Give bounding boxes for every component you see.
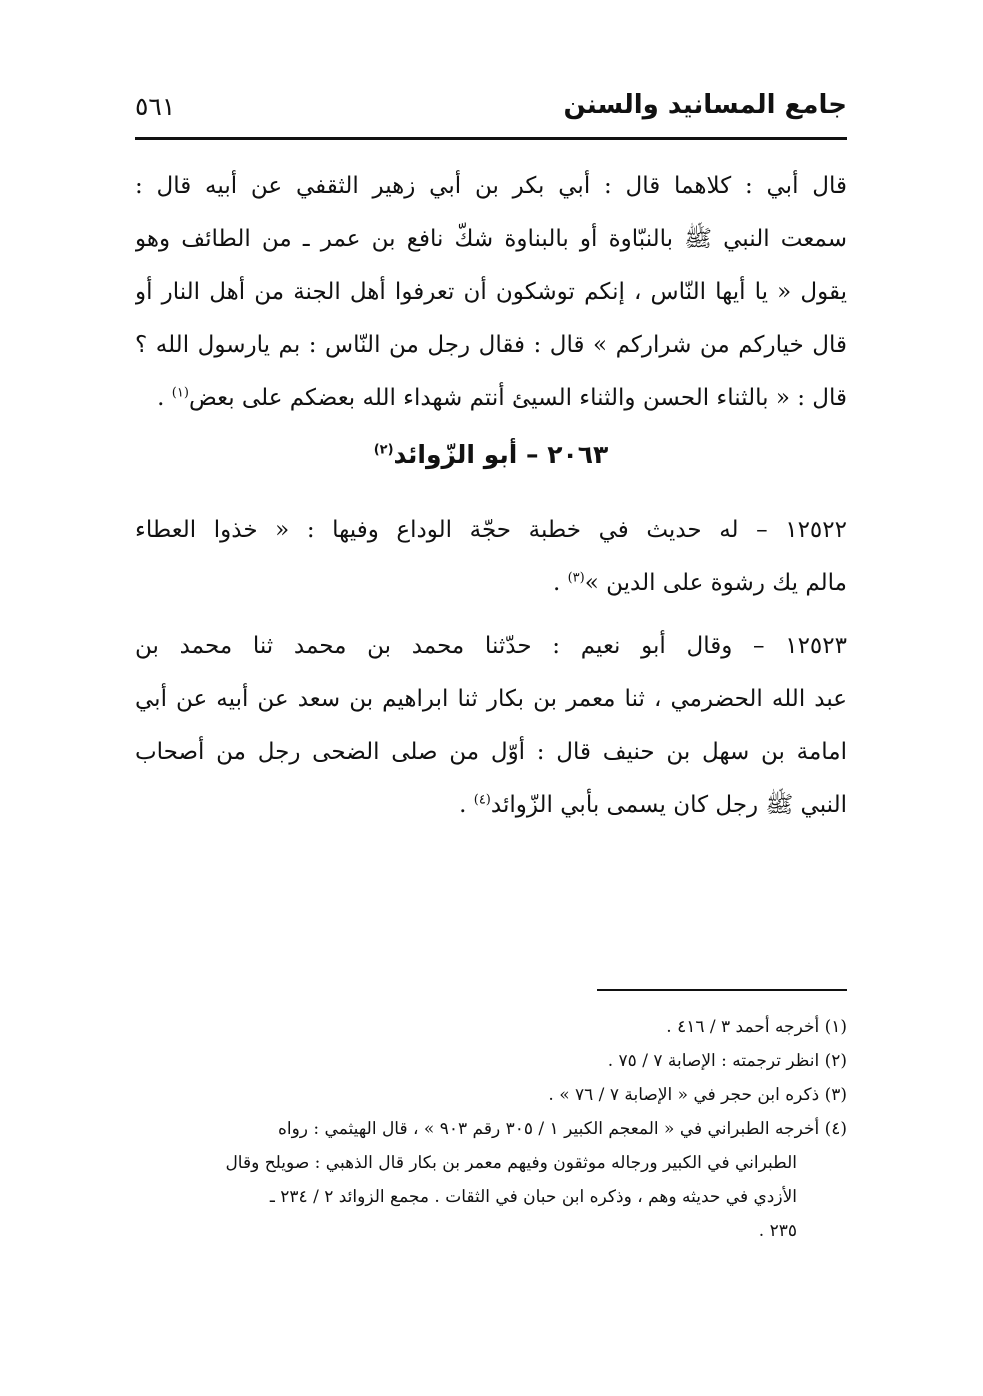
footnote-ref-4: (٤) <box>473 792 491 808</box>
running-title: جامع المسانيد والسنن <box>563 90 847 120</box>
section-heading <box>135 440 847 469</box>
footnote-separator <box>597 989 847 991</box>
text-line: عبد الله الحضرمي ، ثنا معمر بن بكار ثنا ابراهيم بن سعد عن أبيه عن أبي <box>135 686 847 712</box>
text-line: ١٢٥٢٢ – له حديث في خطبة حجّة الوداع وفيها : « خذوا العطاء <box>135 517 847 543</box>
text-line-last <box>135 372 847 425</box>
text-line: قال خياركم من شراركم » قال : فقال رجل من النّاس : بم يارسول الله ؟ <box>135 332 847 358</box>
header-rule <box>135 137 847 140</box>
sentence-end: . <box>157 385 172 411</box>
footnote-4-line: ٢٣٥ . <box>758 1221 797 1241</box>
footnote-ref-2: (٢) <box>373 442 394 458</box>
text-line-last <box>135 779 847 832</box>
section-number: ٢٠٦٣ <box>547 440 609 469</box>
section-dash: – <box>517 440 548 469</box>
text-line-last <box>135 557 847 610</box>
text-line: امامة بن سهل بن حنيف قال : أوّل من صلى الضحى رجل من أصحاب <box>135 739 847 765</box>
text-line: سمعت النبي ﷺ بالنبّاوة أو بالبناوة شكّ نافع بن عمر ـ من الطائف وهو <box>135 226 847 252</box>
text-line: يقول « يا أيها النّاس ، إنكم توشكون أن تعرفوا أهل الجنة من أهل النار أو <box>135 279 847 305</box>
footnotes <box>135 1010 847 1248</box>
footnote-2: (٢) انظر ترجمته : الإصابة ٧ / ٧٥ . <box>607 1051 847 1071</box>
text-line: النبي ﷺ رجل كان يسمى بأبي الزّوائد <box>490 792 847 818</box>
text-line: قال : « بالثناء الحسن والثناء السيئ أنتم شهداء الله بعضكم على بعض <box>188 385 847 411</box>
footnote-4-line: الأزدي في حديثه وهم ، وذكره ابن حبان في الثقات . مجمع الزوائد ٢ / ٢٣٤ ـ <box>269 1187 797 1207</box>
paragraph-hadith-text <box>135 160 847 425</box>
footnote-1: (١) أخرجه أحمد ٣ / ٤١٦ . <box>666 1017 847 1037</box>
paragraph-12522 <box>135 504 847 610</box>
footnote-ref-1: (١) <box>171 385 189 401</box>
page-header <box>135 90 847 134</box>
text-line: مالم يك رشوة على الدين » <box>584 570 847 596</box>
paragraph-12523 <box>135 620 847 832</box>
footnote-4-line: (٤) أخرجه الطبراني في « المعجم الكبير ١ / ٣٠٥ رقم ٩٠٣ » ، قال الهيثمي : رواه <box>277 1119 847 1139</box>
section-title: أبو الزّوائد <box>393 440 518 469</box>
footnote-ref-3: (٣) <box>567 570 585 586</box>
text-line: ١٢٥٢٣ – وقال أبو نعيم : حدّثنا محمد بن محمد ثنا محمد بن <box>135 633 847 659</box>
page-number: ٥٦١ <box>135 92 176 121</box>
text-line: قال أبي : كلاهما قال : أبي بكر بن أبي زهير الثقفي عن أبيه قال : <box>135 173 847 199</box>
sentence-end: . <box>459 792 474 818</box>
footnote-4-line: الطبراني في الكبير ورجاله موثقون وفيهم معمر بن بكار قال الذهبي : صويلح وقال <box>225 1153 797 1173</box>
footnote-3: (٣) ذكره ابن حجر في « الإصابة ٧ / ٧٦ » . <box>548 1085 847 1105</box>
sentence-end: . <box>552 570 568 596</box>
